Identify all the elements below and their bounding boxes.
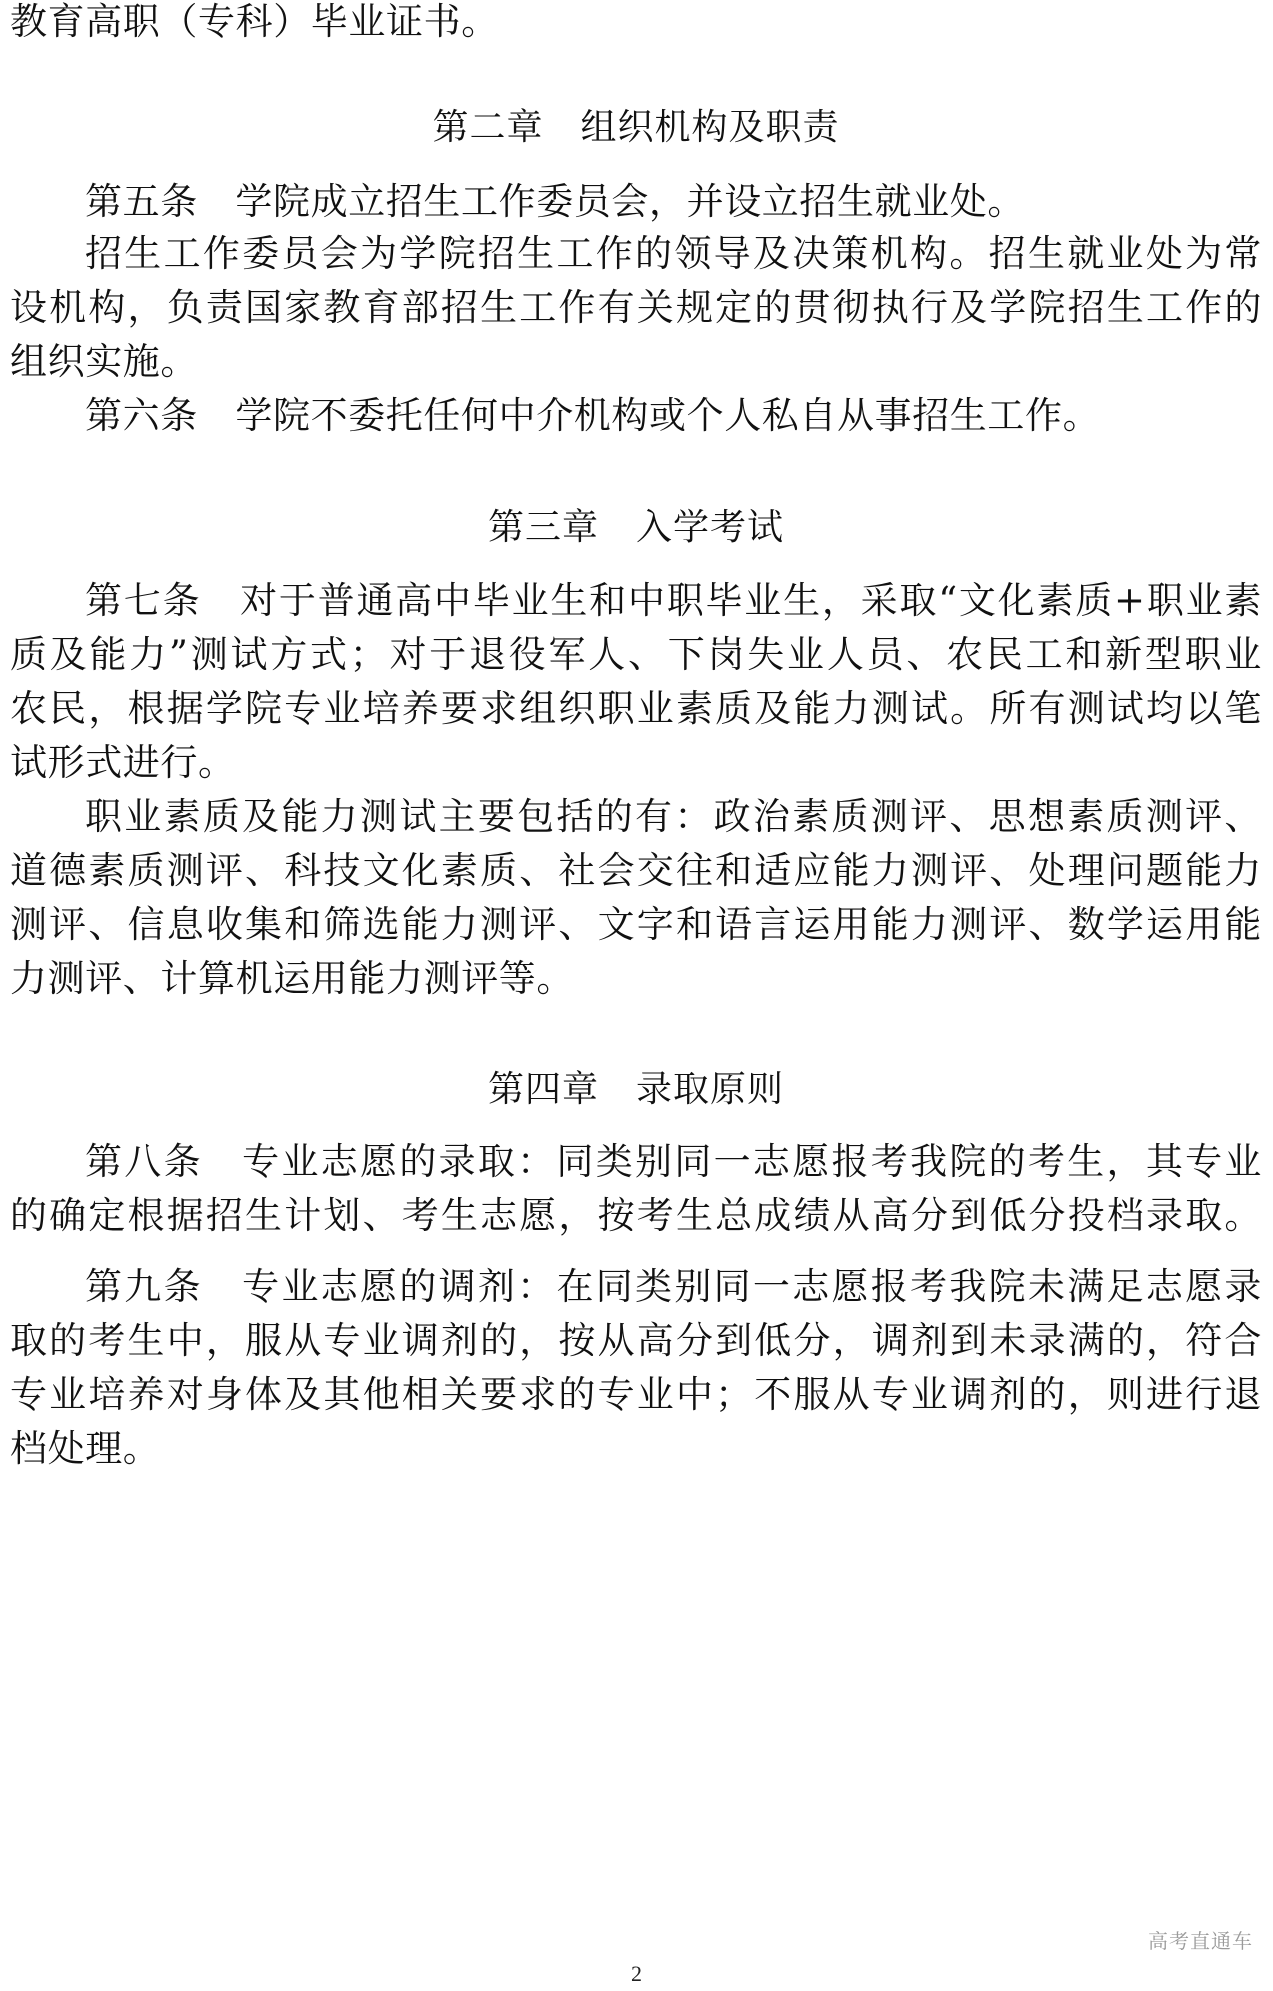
paragraph-tests-line-3: 测评、信息收集和筛选能力测评、文字和语言运用能力测评、数学运用能 [10,903,1262,946]
chapter-heading-4: 第四章 录取原则 [487,1069,784,1110]
paragraph-committee-line-2: 设机构，负责国家教育部招生工作有关规定的贯彻执行及学院招生工作的 [10,286,1262,329]
article-9-line-1: 第九条 专业志愿的调剂：在同类别同一志愿报考我院未满足志愿录 [85,1265,1262,1308]
article-6: 第六条 学院不委托任何中介机构或个人私自从事招生工作。 [85,394,1101,437]
article-7-line-4: 试形式进行。 [10,741,236,784]
chapter-heading-3: 第三章 入学考试 [487,507,784,548]
article-8-line-2: 的确定根据招生计划、考生志愿，按考生总成绩从高分到低分投档录取。 [10,1194,1262,1237]
article-9-line-2: 取的考生中，服从专业调剂的，按从高分到低分，调剂到未录满的，符合 [10,1319,1262,1362]
article-9-line-3: 专业培养对身体及其他相关要求的专业中；不服从专业调剂的，则进行退 [10,1373,1262,1416]
paragraph-tests-line-1: 职业素质及能力测试主要包括的有：政治素质测评、思想素质测评、 [85,795,1262,838]
chapter-heading-2: 第二章 组织机构及职责 [432,107,840,148]
page-number: 2 [631,1961,642,1986]
paragraph-tests-line-4: 力测评、计算机运用能力测评等。 [10,957,574,1000]
article-7-line-1: 第七条 对于普通高中毕业生和中职毕业生，采取“文化素质+职业素 [85,579,1262,622]
watermark-text: 高考直通车 [1148,1929,1253,1953]
continuation-line: 教育高职（专科）毕业证书。 [10,0,499,43]
paragraph-tests-line-2: 道德素质测评、科技文化素质、社会交往和适应能力测评、处理问题能力 [10,849,1262,892]
article-7-line-2: 质及能力”测试方式；对于退役军人、下岗失业人员、农民工和新型职业 [10,633,1262,676]
article-7-line-3: 农民，根据学院专业培养要求组织职业素质及能力测试。所有测试均以笔 [10,687,1262,730]
article-9-line-4: 档处理。 [10,1427,161,1470]
article-5: 第五条 学院成立招生工作委员会，并设立招生就业处。 [85,180,1025,223]
paragraph-committee-line-3: 组织实施。 [10,340,198,383]
paragraph-committee-line-1: 招生工作委员会为学院招生工作的领导及决策机构。招生就业处为常 [85,232,1262,275]
article-8-line-1: 第八条 专业志愿的录取：同类别同一志愿报考我院的考生，其专业 [85,1140,1262,1183]
